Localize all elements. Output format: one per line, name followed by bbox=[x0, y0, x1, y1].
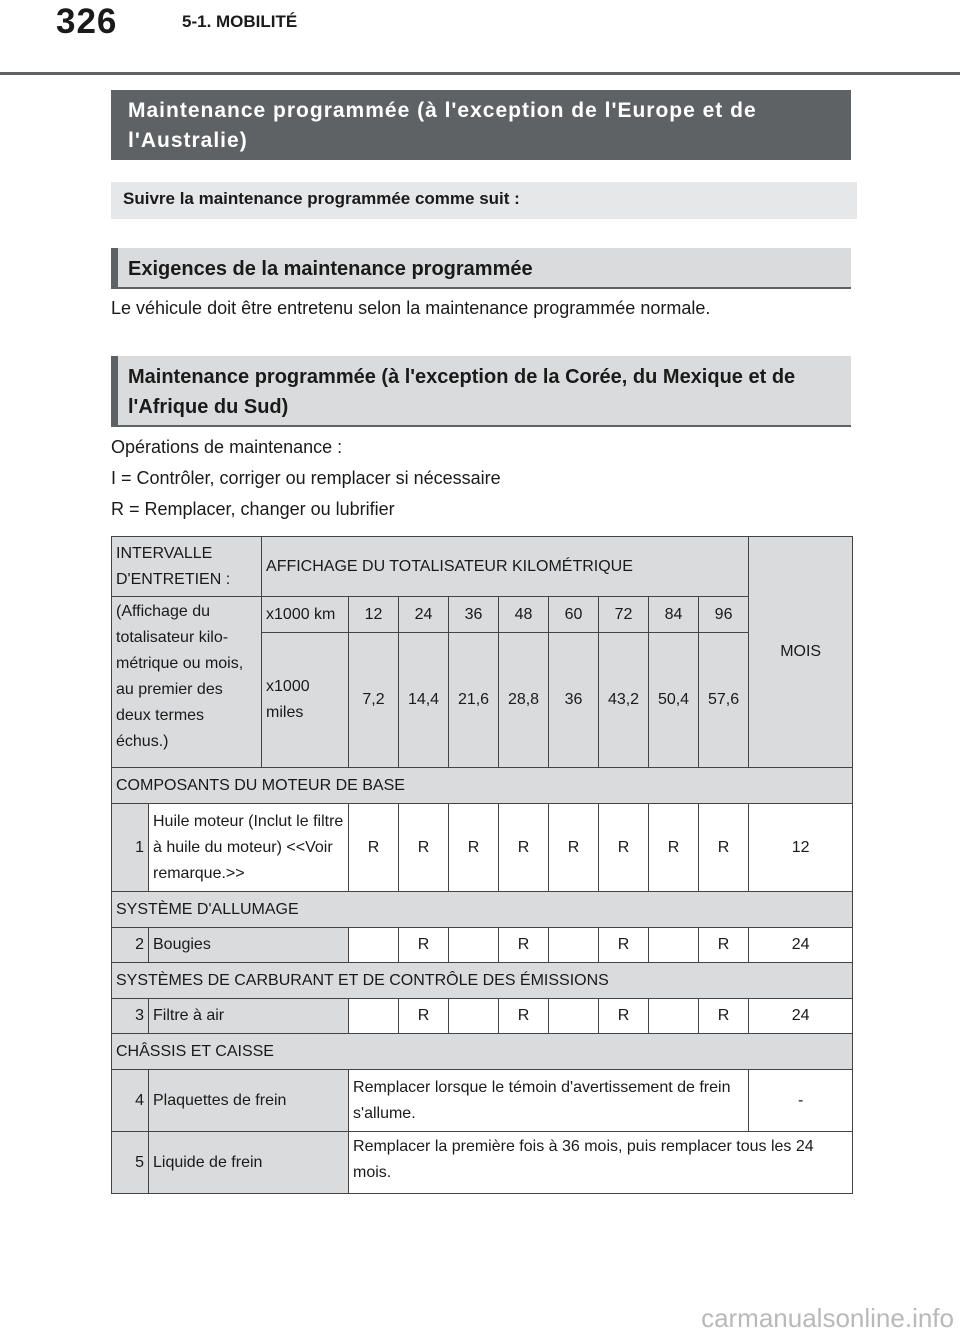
item-months: 12 bbox=[749, 804, 853, 892]
category-engine: COMPOSANTS DU MOTEUR DE BASE bbox=[112, 768, 853, 804]
item-value: R bbox=[499, 999, 549, 1034]
item-value: R bbox=[499, 928, 549, 963]
item-value: R bbox=[349, 804, 399, 892]
item-name: Liquide de frein bbox=[149, 1132, 349, 1194]
item-name: Plaquettes de frein bbox=[149, 1070, 349, 1132]
km-value: 60 bbox=[549, 597, 599, 633]
operations-line-r: R = Remplacer, changer ou lubrifier bbox=[111, 499, 395, 519]
item-value bbox=[349, 999, 399, 1034]
item-value bbox=[649, 928, 699, 963]
miles-unit: x1000 miles bbox=[262, 633, 349, 768]
miles-value: 57,6 bbox=[699, 633, 749, 768]
page-number: 326 bbox=[56, 2, 118, 41]
section-title: 5-1. MOBILITÉ bbox=[182, 12, 298, 31]
km-value: 12 bbox=[349, 597, 399, 633]
category-fuel: SYSTÈMES DE CARBURANT ET DE CONTRÔLE DES ÉMISSIONS bbox=[112, 963, 853, 999]
km-value: 48 bbox=[499, 597, 549, 633]
item-description: Remplacer la première fois à 36 mois, puis remplacer tous les 24 mois. bbox=[349, 1132, 853, 1194]
category-chassis: CHÂSSIS ET CAISSE bbox=[112, 1034, 853, 1070]
requirements-text: Le véhicule doit être entretenu selon la maintenance programmée normale. bbox=[111, 298, 711, 318]
note-box: Suivre la maintenance programmée comme suit : bbox=[111, 182, 857, 219]
odometer-label: AFFICHAGE DU TOTALISATEUR KILOMÉTRIQUE bbox=[262, 537, 749, 597]
km-value: 84 bbox=[649, 597, 699, 633]
item-value: R bbox=[599, 999, 649, 1034]
table-row bbox=[112, 928, 853, 963]
item-value: R bbox=[699, 804, 749, 892]
requirements-heading: Exigences de la maintenance programmée bbox=[111, 248, 851, 289]
miles-value: 14,4 bbox=[399, 633, 449, 768]
item-value: R bbox=[699, 928, 749, 963]
watermark: carmanualsonline.info bbox=[701, 1303, 954, 1333]
table-row bbox=[112, 1070, 853, 1132]
region-heading: Maintenance programmée (à l'exception de la Corée, du Mexique et de l'Afrique du Sud) bbox=[111, 356, 851, 427]
category-row bbox=[112, 963, 853, 999]
miles-value: 36 bbox=[549, 633, 599, 768]
item-number: 3 bbox=[112, 999, 149, 1034]
item-number: 5 bbox=[112, 1132, 149, 1194]
km-value: 24 bbox=[399, 597, 449, 633]
table-header-row bbox=[112, 537, 853, 597]
item-months: 24 bbox=[749, 928, 853, 963]
item-value bbox=[449, 928, 499, 963]
item-months: 24 bbox=[749, 999, 853, 1034]
item-value: R bbox=[399, 928, 449, 963]
table-row bbox=[112, 1132, 853, 1194]
miles-value: 28,8 bbox=[499, 633, 549, 768]
item-value bbox=[649, 999, 699, 1034]
km-value: 96 bbox=[699, 597, 749, 633]
miles-value: 21,6 bbox=[449, 633, 499, 768]
item-number: 1 bbox=[112, 804, 149, 892]
maintenance-table bbox=[111, 536, 853, 1194]
item-value: R bbox=[499, 804, 549, 892]
category-row bbox=[112, 768, 853, 804]
item-number: 4 bbox=[112, 1070, 149, 1132]
item-value: R bbox=[549, 804, 599, 892]
item-value: R bbox=[599, 804, 649, 892]
item-value: R bbox=[449, 804, 499, 892]
item-number: 2 bbox=[112, 928, 149, 963]
item-value: R bbox=[649, 804, 699, 892]
miles-value: 50,4 bbox=[649, 633, 699, 768]
item-value bbox=[549, 999, 599, 1034]
category-row bbox=[112, 892, 853, 928]
main-heading: Maintenance programmée (à l'exception de l'Europe et de l'Australie) bbox=[111, 90, 851, 160]
item-description: Remplacer lorsque le témoin d'avertissement de frein s'allume. bbox=[349, 1070, 749, 1132]
km-unit: x1000 km bbox=[262, 597, 349, 633]
category-row bbox=[112, 1034, 853, 1070]
miles-value: 43,2 bbox=[599, 633, 649, 768]
km-value: 72 bbox=[599, 597, 649, 633]
item-value: R bbox=[399, 999, 449, 1034]
item-value: R bbox=[699, 999, 749, 1034]
km-row bbox=[112, 597, 853, 633]
item-value: R bbox=[399, 804, 449, 892]
item-value bbox=[449, 999, 499, 1034]
operations-title: Opérations de maintenance : bbox=[111, 437, 343, 457]
item-name: Bougies bbox=[149, 928, 349, 963]
item-months: - bbox=[749, 1070, 853, 1132]
table-row bbox=[112, 804, 853, 892]
item-name: Filtre à air bbox=[149, 999, 349, 1034]
category-ignition: SYSTÈME D'ALLUMAGE bbox=[112, 892, 853, 928]
interval-note: (Affichage du totalisateur kilo-métrique ou mois, au premier des deux termes échus.) bbox=[112, 597, 262, 768]
header-rule bbox=[0, 72, 960, 75]
item-value bbox=[349, 928, 399, 963]
item-name: Huile moteur (Inclut le filtre à huile du moteur) <<Voir remarque.>> bbox=[149, 804, 349, 892]
item-value: R bbox=[599, 928, 649, 963]
interval-label: INTERVALLE D'ENTRETIEN : bbox=[112, 537, 262, 597]
operations-line-i: I = Contrôler, corriger ou remplacer si nécessaire bbox=[111, 468, 501, 488]
months-label: MOIS bbox=[749, 537, 853, 768]
item-value bbox=[549, 928, 599, 963]
km-value: 36 bbox=[449, 597, 499, 633]
miles-value: 7,2 bbox=[349, 633, 399, 768]
table-row bbox=[112, 999, 853, 1034]
